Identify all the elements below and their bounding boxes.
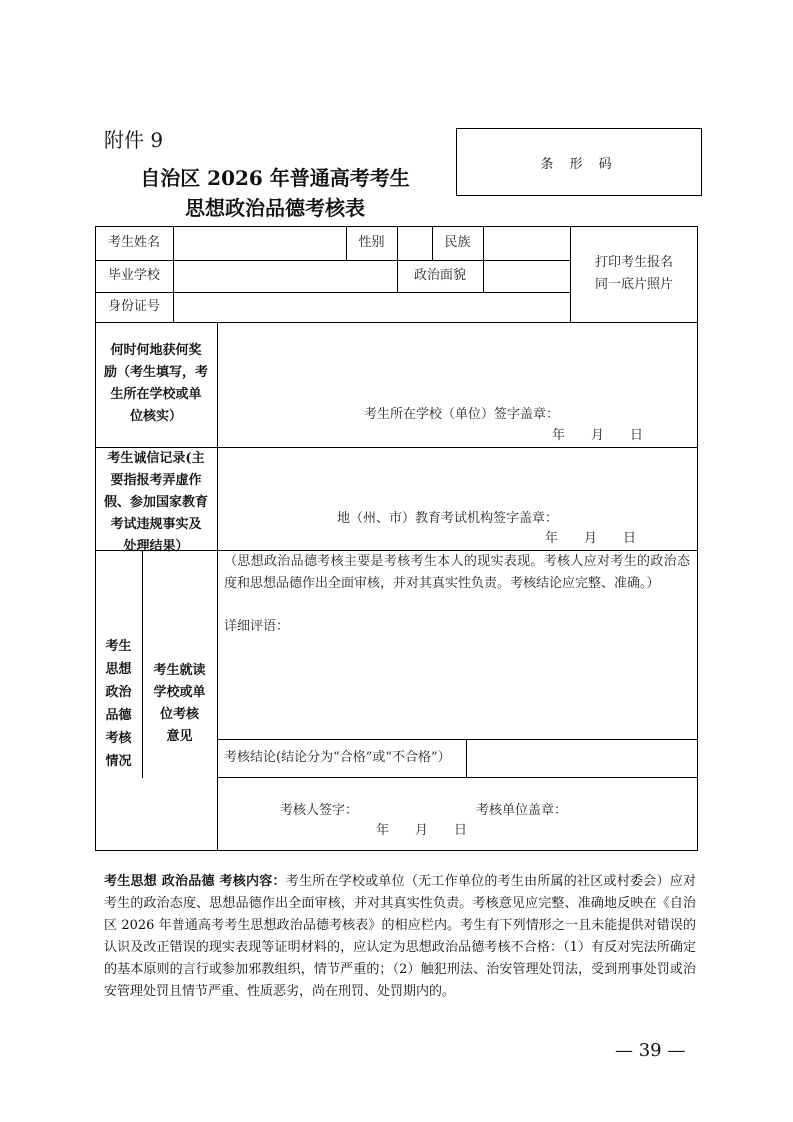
id-number-label: 身份证号 (107, 299, 160, 314)
id-number-field[interactable] (175, 294, 568, 321)
examiner-signature-label: 考核人签字： (280, 803, 359, 818)
school-opinion-label (142, 660, 217, 748)
assessment-label-line: 政治 (105, 685, 132, 700)
integrity-label-line: 考生诚信记录(主 (107, 451, 205, 466)
photo-note-line-1: 打印考生报名 (594, 255, 673, 270)
assessment-label-line: 考核 (105, 731, 132, 746)
school-signature-label: 考生所在学校（单位）签字盖章： (364, 407, 560, 422)
political-status-field[interactable] (485, 262, 568, 291)
notes-body: 考生所在学校或单位（无工作单位的考生由所属的社区或村委会）应对考生的政治态度、思想品德作出全面审核，并对其真实性负责。考核意见应完整、准确地反映在《自治区 2026 年普通高考考生思想政治品德考核表》的相应栏内。考生有下列情形之一且未能提供对错误的认识及改正错误的现实表现等证明材料的，应认定为思想政治品德考核不合格：（1）有反对宪法所确定的基本原则的言行或参加邪教组织，情节严重的；（2）触犯刑法、治安管理处罚法，受到刑事处罚或治安管理处罚且情节严重、性质恶劣，尚在刑罚、处罚期内的。 (104, 874, 696, 999)
opinion-label-line: 意见 (166, 729, 193, 744)
barcode-box (456, 128, 702, 196)
title-line-1: 自治区 2026 年普通高考考生 (140, 166, 410, 190)
ethnicity-field[interactable] (485, 229, 568, 259)
assessment-label-line: 考生 (105, 639, 132, 654)
name-field[interactable] (175, 229, 344, 259)
awards-label-line: 位核实） (129, 409, 182, 424)
assessment-label-line: 情况 (105, 754, 132, 769)
assessment-label-line: 思想 (105, 662, 132, 677)
detailed-comments-label: 详细评语： (224, 619, 290, 634)
awards-label-line: 何时何地获何奖 (110, 343, 202, 358)
gender-field[interactable] (399, 229, 431, 259)
title-line-2: 思想政治品德考核表 (185, 196, 365, 220)
unit-stamp-label: 考核单位盖章： (476, 803, 568, 818)
integrity-label-line: 考试违规事实及 (110, 517, 202, 532)
assessment-label-line: 品德 (105, 708, 132, 723)
opinion-label-line: 学校或单 (153, 685, 206, 700)
page-title (100, 163, 450, 223)
conclusion-field[interactable] (468, 741, 696, 776)
detailed-comments-area[interactable] (219, 640, 696, 737)
opinion-label-line: 位考核 (159, 707, 199, 722)
gender-label: 性别 (358, 235, 385, 250)
awards-date: 年 月 日 (552, 428, 644, 443)
integrity-label-line: 要指报考弄虚作 (110, 473, 202, 488)
photo-note-line-2: 同一底片照片 (594, 277, 673, 292)
photo-box (570, 252, 698, 296)
awards-label-line: 励（考生填写，考 (103, 365, 208, 380)
barcode-label: 条 形 码 (540, 156, 618, 172)
awards-label-line: 生所在学校或单 (110, 387, 202, 402)
integrity-label (95, 448, 217, 558)
integrity-date: 年 月 日 (545, 531, 637, 546)
school-field[interactable] (175, 262, 395, 291)
page-number: — 39 — (615, 1040, 686, 1061)
ethnicity-label: 民族 (444, 235, 471, 250)
assessment-date: 年 月 日 (376, 823, 468, 838)
opinion-label-line: 考生就读 (153, 663, 206, 678)
school-label: 毕业学校 (107, 268, 160, 283)
conclusion-label: 考核结论(结论分为“合格”或“不合格”） (224, 750, 451, 765)
assessment-notes (104, 871, 696, 1003)
integrity-label-line: 假、参加国家教育 (103, 495, 208, 510)
assessment-section-label (95, 635, 142, 773)
political-status-label: 政治面貌 (413, 268, 466, 283)
awards-label (95, 340, 217, 428)
assessment-instructions: （思想政治品德考核主要是考核考生本人的现实表现。考核人应对考生的政治态度和思想品德作出全面审核，并对其真实性负责。考核结论应完整、准确。） (224, 554, 690, 591)
name-label: 考生姓名 (107, 235, 160, 250)
attachment-label: 附件 9 (104, 128, 164, 152)
notes-heading: 考生思想 政治品德 考核内容： (104, 874, 286, 889)
exam-agency-signature-label: 地（州、市）教育考试机构签字盖章： (337, 511, 559, 526)
integrity-label-line: 处理结果） (123, 539, 189, 554)
